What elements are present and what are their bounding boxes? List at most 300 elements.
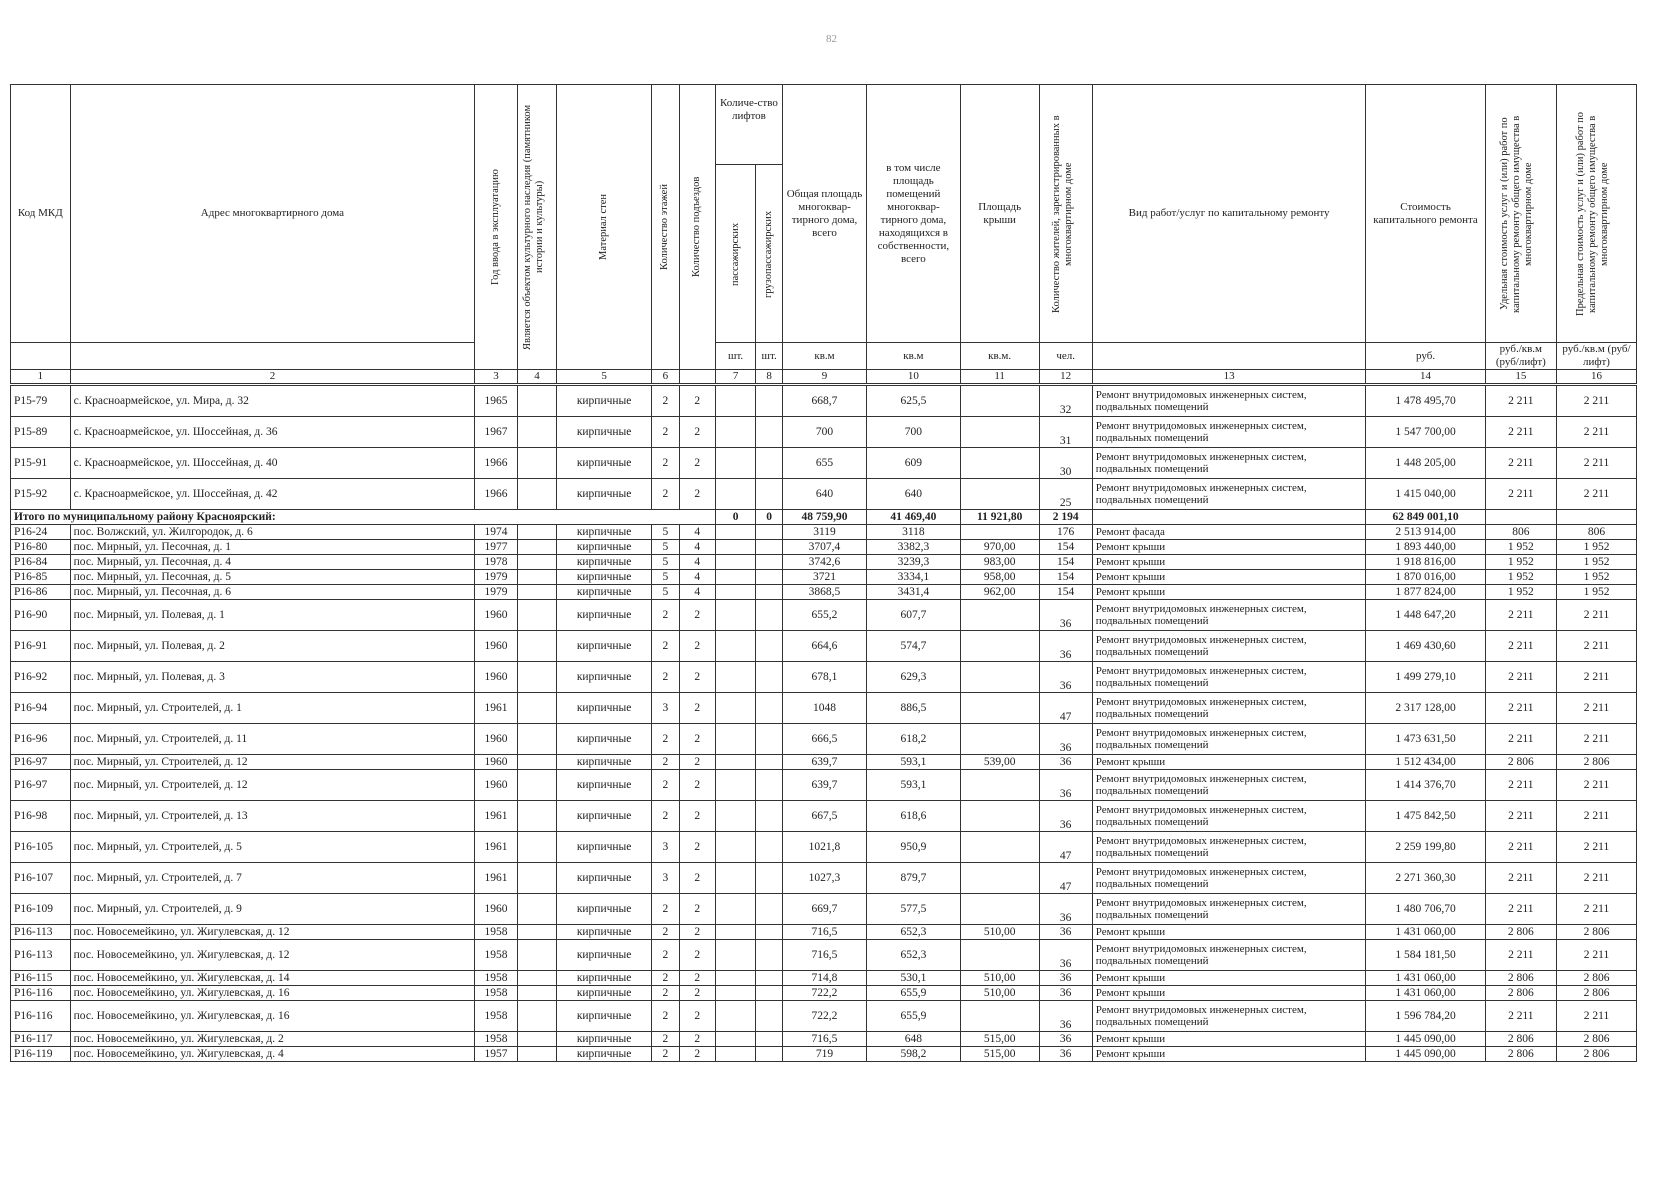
- cell-freight-lifts: [756, 417, 783, 448]
- cell-freight-lifts: [756, 540, 783, 555]
- cell-total-area: 3721: [782, 570, 866, 585]
- cell-floors: 2: [651, 600, 679, 631]
- cell-year: 1978: [475, 555, 518, 570]
- cell-max-cost: 2 211: [1557, 940, 1637, 971]
- table-row: [11, 894, 1637, 925]
- cell-max-cost: 2 806: [1557, 925, 1637, 940]
- cell-passenger-lifts: [715, 801, 755, 832]
- column-number: 6: [651, 370, 679, 385]
- cell-floors: 5: [651, 540, 679, 555]
- cell-material: кирпичные: [557, 448, 652, 479]
- cell-code: Р16-115: [11, 971, 71, 986]
- cell-total-area: 1027,3: [782, 863, 866, 894]
- cell-cost: 2 259 199,80: [1366, 832, 1485, 863]
- cell-heritage: [517, 600, 556, 631]
- cell-code: Р15-79: [11, 385, 71, 417]
- cell-roof-area: [960, 801, 1039, 832]
- cell-material: кирпичные: [557, 525, 652, 540]
- cell-code: Р16-117: [11, 1032, 71, 1047]
- cell-owned-area: 609: [867, 448, 961, 479]
- cell-cost: 1 478 495,70: [1366, 385, 1485, 417]
- cell-total-area: 3119: [782, 525, 866, 540]
- cell-entrances: 4: [679, 555, 715, 570]
- cell-heritage: [517, 986, 556, 1001]
- cell-roof-area: [960, 724, 1039, 755]
- cell-year: 1960: [475, 600, 518, 631]
- cell-material: кирпичные: [557, 662, 652, 693]
- cell-passenger-lifts: [715, 1032, 755, 1047]
- cell-work-type: Ремонт внутридомовых инженерных систем, подвальных помещений: [1092, 417, 1366, 448]
- cell-freight-lifts: [756, 631, 783, 662]
- table-row: [11, 863, 1637, 894]
- cell-floors: 2: [651, 662, 679, 693]
- cell-heritage: [517, 755, 556, 770]
- cell-entrances: 2: [679, 693, 715, 724]
- cell-freight-lifts: [756, 448, 783, 479]
- cell-roof-area: [960, 525, 1039, 540]
- cell-work-type: Ремонт крыши: [1092, 755, 1366, 770]
- cell-max-cost: 2 806: [1557, 1047, 1637, 1062]
- cell-address: пос. Мирный, ул. Строителей, д. 12: [70, 755, 475, 770]
- cell-year: 1966: [475, 479, 518, 510]
- cell-code: Р16-24: [11, 525, 71, 540]
- cell-roof-area: 958,00: [960, 570, 1039, 585]
- cell-residents: 36: [1039, 770, 1092, 801]
- cell-roof-area: [960, 832, 1039, 863]
- cell-passenger-lifts: [715, 479, 755, 510]
- cell-material: кирпичные: [557, 479, 652, 510]
- cell-roof-area: 970,00: [960, 540, 1039, 555]
- cell-entrances: 2: [679, 986, 715, 1001]
- table-row: [11, 600, 1637, 631]
- cell-freight-lifts: [756, 925, 783, 940]
- cell-work-type: Ремонт фасада: [1092, 525, 1366, 540]
- cell-work-type: Ремонт внутридомовых инженерных систем, подвальных помещений: [1092, 600, 1366, 631]
- cell-work-type: Ремонт крыши: [1092, 1032, 1366, 1047]
- cell-total-area: 716,5: [782, 1032, 866, 1047]
- cell-floors: 2: [651, 801, 679, 832]
- cell-max-cost: 2 211: [1557, 417, 1637, 448]
- cell-cost: 1 499 279,10: [1366, 662, 1485, 693]
- cell-freight-lifts: [756, 971, 783, 986]
- cell-material: кирпичные: [557, 755, 652, 770]
- cell-passenger-lifts: [715, 631, 755, 662]
- cell-heritage: [517, 417, 556, 448]
- cell-code: Р16-113: [11, 925, 71, 940]
- cell-address: пос. Мирный, ул. Строителей, д. 9: [70, 894, 475, 925]
- cell-floors: 2: [651, 986, 679, 1001]
- total-total-area: 48 759,90: [782, 510, 866, 525]
- cell-unit-cost: 2 211: [1485, 448, 1556, 479]
- cell-total-area: 3742,6: [782, 555, 866, 570]
- cell-roof-area: [960, 448, 1039, 479]
- cell-max-cost: 806: [1557, 525, 1637, 540]
- column-number: 12: [1039, 370, 1092, 385]
- cell-max-cost: 2 211: [1557, 1001, 1637, 1032]
- cell-roof-area: [960, 940, 1039, 971]
- cell-cost: 1 415 040,00: [1366, 479, 1485, 510]
- cell-entrances: 2: [679, 770, 715, 801]
- cell-work-type: Ремонт крыши: [1092, 971, 1366, 986]
- cell-passenger-lifts: [715, 863, 755, 894]
- cell-passenger-lifts: [715, 540, 755, 555]
- cell-passenger-lifts: [715, 448, 755, 479]
- cell-floors: 3: [651, 863, 679, 894]
- cell-work-type: Ремонт внутридомовых инженерных систем, подвальных помещений: [1092, 385, 1366, 417]
- cell-residents: 36: [1039, 925, 1092, 940]
- cell-address: пос. Новосемейкино, ул. Жигулевская, д. 2: [70, 1032, 475, 1047]
- cell-entrances: 2: [679, 801, 715, 832]
- cell-entrances: 2: [679, 971, 715, 986]
- cell-roof-area: 510,00: [960, 971, 1039, 986]
- cell-address: пос. Новосемейкино, ул. Жигулевская, д. 12: [70, 925, 475, 940]
- cell-passenger-lifts: [715, 693, 755, 724]
- page-number: 82: [826, 33, 837, 45]
- cell-material: кирпичные: [557, 863, 652, 894]
- cell-cost: 2 513 914,00: [1366, 525, 1485, 540]
- cell-total-area: 667,5: [782, 801, 866, 832]
- cell-heritage: [517, 448, 556, 479]
- cell-residents: 154: [1039, 585, 1092, 600]
- total-label: Итого по муниципальному району Красноярский:: [11, 510, 716, 525]
- cell-passenger-lifts: [715, 600, 755, 631]
- cell-freight-lifts: [756, 770, 783, 801]
- cell-owned-area: 652,3: [867, 925, 961, 940]
- cell-entrances: 2: [679, 600, 715, 631]
- total-freight-lifts: 0: [756, 510, 783, 525]
- cell-heritage: [517, 770, 556, 801]
- cell-owned-area: 3239,3: [867, 555, 961, 570]
- cell-freight-lifts: [756, 724, 783, 755]
- cell-residents: 176: [1039, 525, 1092, 540]
- cell-year: 1977: [475, 540, 518, 555]
- table-row: [11, 479, 1637, 510]
- cell-cost: 2 271 360,30: [1366, 863, 1485, 894]
- table-row: [11, 724, 1637, 755]
- cell-max-cost: 2 211: [1557, 662, 1637, 693]
- cell-code: Р15-91: [11, 448, 71, 479]
- cell-heritage: [517, 801, 556, 832]
- cell-residents: 25: [1039, 479, 1092, 510]
- cell-unit-cost: 2 211: [1485, 770, 1556, 801]
- cell-heritage: [517, 925, 556, 940]
- cell-freight-lifts: [756, 755, 783, 770]
- cell-max-cost: 2 211: [1557, 770, 1637, 801]
- cell-work-type: Ремонт внутридомовых инженерных систем, подвальных помещений: [1092, 770, 1366, 801]
- cell-total-area: 678,1: [782, 662, 866, 693]
- column-number: 2: [70, 370, 475, 385]
- cell-code: Р16-105: [11, 832, 71, 863]
- table-row: [11, 1001, 1637, 1032]
- cell-max-cost: 1 952: [1557, 555, 1637, 570]
- cell-floors: 2: [651, 1032, 679, 1047]
- total-owned-area: 41 469,40: [867, 510, 961, 525]
- cell-year: 1965: [475, 385, 518, 417]
- cell-material: кирпичные: [557, 770, 652, 801]
- cell-total-area: 1021,8: [782, 832, 866, 863]
- cell-total-area: 669,7: [782, 894, 866, 925]
- cell-work-type: Ремонт крыши: [1092, 986, 1366, 1001]
- column-number: 4: [517, 370, 556, 385]
- cell-code: Р16-91: [11, 631, 71, 662]
- header-max-cost: Предельная стоимость услуг и (или) работ по капитальному ремонту общего имущества в многоквартирном доме: [1574, 111, 1610, 316]
- total-cost: 62 849 001,10: [1366, 510, 1485, 525]
- column-number: 8: [756, 370, 783, 385]
- cell-total-area: 3707,4: [782, 540, 866, 555]
- cell-owned-area: 530,1: [867, 971, 961, 986]
- cell-entrances: 2: [679, 724, 715, 755]
- cell-residents: 47: [1039, 832, 1092, 863]
- cell-entrances: 4: [679, 585, 715, 600]
- cell-passenger-lifts: [715, 1001, 755, 1032]
- column-number: 13: [1092, 370, 1366, 385]
- cell-year: 1958: [475, 925, 518, 940]
- cell-unit-cost: 2 211: [1485, 662, 1556, 693]
- cell-floors: 5: [651, 525, 679, 540]
- cell-heritage: [517, 863, 556, 894]
- cell-owned-area: 3334,1: [867, 570, 961, 585]
- cell-roof-area: 515,00: [960, 1047, 1039, 1062]
- table-row: [11, 448, 1637, 479]
- cell-total-area: 655: [782, 448, 866, 479]
- cell-passenger-lifts: [715, 971, 755, 986]
- cell-freight-lifts: [756, 1001, 783, 1032]
- cell-residents: 36: [1039, 631, 1092, 662]
- table-row: [11, 693, 1637, 724]
- total-unit-cost: [1485, 510, 1556, 525]
- cell-code: Р16-96: [11, 724, 71, 755]
- cell-material: кирпичные: [557, 1047, 652, 1062]
- cell-freight-lifts: [756, 863, 783, 894]
- cell-passenger-lifts: [715, 417, 755, 448]
- cell-owned-area: 607,7: [867, 600, 961, 631]
- cell-entrances: 2: [679, 832, 715, 863]
- cell-max-cost: 1 952: [1557, 585, 1637, 600]
- cell-address: пос. Мирный, ул. Строителей, д. 12: [70, 770, 475, 801]
- cell-address: пос. Мирный, ул. Песочная, д. 4: [70, 555, 475, 570]
- table-row: [11, 971, 1637, 986]
- cell-residents: 36: [1039, 1032, 1092, 1047]
- cell-year: 1960: [475, 631, 518, 662]
- cell-floors: 2: [651, 724, 679, 755]
- cell-floors: 2: [651, 925, 679, 940]
- header-year: Год ввода в эксплуатацию: [490, 169, 502, 285]
- cell-unit-cost: 2 211: [1485, 724, 1556, 755]
- cell-unit-cost: 2 211: [1485, 385, 1556, 417]
- cell-entrances: 2: [679, 631, 715, 662]
- cell-passenger-lifts: [715, 925, 755, 940]
- cell-work-type: Ремонт внутридомовых инженерных систем, подвальных помещений: [1092, 1001, 1366, 1032]
- cell-cost: 1 480 706,70: [1366, 894, 1485, 925]
- column-number: 15: [1485, 370, 1556, 385]
- cell-material: кирпичные: [557, 540, 652, 555]
- cell-owned-area: 640: [867, 479, 961, 510]
- cell-freight-lifts: [756, 693, 783, 724]
- column-number: 7: [715, 370, 755, 385]
- cell-total-area: 640: [782, 479, 866, 510]
- cell-heritage: [517, 832, 556, 863]
- column-number: 14: [1366, 370, 1485, 385]
- cell-floors: 5: [651, 585, 679, 600]
- cell-code: Р15-89: [11, 417, 71, 448]
- cell-total-area: 664,6: [782, 631, 866, 662]
- cell-entrances: 2: [679, 1001, 715, 1032]
- cell-year: 1958: [475, 1001, 518, 1032]
- table-row: [11, 986, 1637, 1001]
- cell-year: 1960: [475, 662, 518, 693]
- cell-unit-cost: 2 211: [1485, 693, 1556, 724]
- cell-roof-area: [960, 479, 1039, 510]
- cell-owned-area: 655,9: [867, 986, 961, 1001]
- table-body: [11, 385, 1637, 1062]
- cell-roof-area: [960, 600, 1039, 631]
- cell-year: 1961: [475, 832, 518, 863]
- cell-floors: 2: [651, 631, 679, 662]
- total-passenger-lifts: 0: [715, 510, 755, 525]
- cell-roof-area: [960, 631, 1039, 662]
- header-passenger-lifts: пассажирских: [729, 221, 741, 286]
- cell-year: 1974: [475, 525, 518, 540]
- unit-unit-cost: руб./кв.м (руб/лифт): [1485, 343, 1556, 370]
- table-row: [11, 801, 1637, 832]
- cell-year: 1960: [475, 894, 518, 925]
- cell-material: кирпичные: [557, 940, 652, 971]
- cell-roof-area: 515,00: [960, 1032, 1039, 1047]
- table-row: [11, 385, 1637, 417]
- cell-residents: 31: [1039, 417, 1092, 448]
- cell-address: пос. Мирный, ул. Строителей, д. 13: [70, 801, 475, 832]
- header-entrances: Количество подъездов: [691, 176, 703, 278]
- cell-freight-lifts: [756, 662, 783, 693]
- cell-entrances: 2: [679, 1047, 715, 1062]
- cell-work-type: Ремонт крыши: [1092, 540, 1366, 555]
- cell-floors: 2: [651, 1047, 679, 1062]
- cell-code: Р16-109: [11, 894, 71, 925]
- cell-max-cost: 1 952: [1557, 540, 1637, 555]
- cell-residents: 36: [1039, 940, 1092, 971]
- cell-entrances: 2: [679, 940, 715, 971]
- cell-work-type: Ремонт внутридомовых инженерных систем, подвальных помещений: [1092, 801, 1366, 832]
- cell-roof-area: [960, 417, 1039, 448]
- cell-total-area: 719: [782, 1047, 866, 1062]
- cell-max-cost: 2 211: [1557, 801, 1637, 832]
- table-row: [11, 525, 1637, 540]
- table-row: [11, 755, 1637, 770]
- cell-roof-area: [960, 1001, 1039, 1032]
- cell-owned-area: 950,9: [867, 832, 961, 863]
- cell-max-cost: 2 211: [1557, 479, 1637, 510]
- cell-address: пос. Мирный, ул. Песочная, д. 1: [70, 540, 475, 555]
- cell-unit-cost: 2 211: [1485, 894, 1556, 925]
- cell-unit-cost: 2 806: [1485, 1032, 1556, 1047]
- cell-year: 1966: [475, 448, 518, 479]
- cell-address: пос. Новосемейкино, ул. Жигулевская, д. 16: [70, 986, 475, 1001]
- cell-owned-area: 574,7: [867, 631, 961, 662]
- cell-freight-lifts: [756, 479, 783, 510]
- column-number: 9: [782, 370, 866, 385]
- cell-owned-area: 648: [867, 1032, 961, 1047]
- cell-heritage: [517, 1032, 556, 1047]
- cell-address: пос. Волжский, ул. Жилгородок, д. 6: [70, 525, 475, 540]
- cell-floors: 2: [651, 417, 679, 448]
- cell-entrances: 4: [679, 570, 715, 585]
- cell-cost: 1 448 205,00: [1366, 448, 1485, 479]
- cell-residents: 154: [1039, 555, 1092, 570]
- cell-year: 1967: [475, 417, 518, 448]
- cell-passenger-lifts: [715, 385, 755, 417]
- cell-freight-lifts: [756, 832, 783, 863]
- cell-residents: 32: [1039, 385, 1092, 417]
- cell-max-cost: 2 806: [1557, 755, 1637, 770]
- cell-heritage: [517, 525, 556, 540]
- column-number: 11: [960, 370, 1039, 385]
- cell-heritage: [517, 693, 556, 724]
- cell-roof-area: [960, 385, 1039, 417]
- cell-floors: 5: [651, 555, 679, 570]
- cell-address: с. Красноармейское, ул. Мира, д. 32: [70, 385, 475, 417]
- cell-code: Р16-97: [11, 755, 71, 770]
- cell-material: кирпичные: [557, 894, 652, 925]
- cell-roof-area: 539,00: [960, 755, 1039, 770]
- cell-unit-cost: 1 952: [1485, 555, 1556, 570]
- cell-residents: 36: [1039, 662, 1092, 693]
- cell-max-cost: 2 806: [1557, 986, 1637, 1001]
- cell-max-cost: 2 211: [1557, 448, 1637, 479]
- cell-address: пос. Мирный, ул. Полевая, д. 1: [70, 600, 475, 631]
- cell-residents: 154: [1039, 570, 1092, 585]
- cell-cost: 1 475 842,50: [1366, 801, 1485, 832]
- cell-address: пос. Мирный, ул. Полевая, д. 3: [70, 662, 475, 693]
- cell-freight-lifts: [756, 585, 783, 600]
- cell-owned-area: 655,9: [867, 1001, 961, 1032]
- cell-max-cost: 2 211: [1557, 832, 1637, 863]
- cell-residents: 36: [1039, 986, 1092, 1001]
- cell-address: пос. Новосемейкино, ул. Жигулевская, д. 16: [70, 1001, 475, 1032]
- cell-cost: 1 414 376,70: [1366, 770, 1485, 801]
- cell-max-cost: 2 211: [1557, 631, 1637, 662]
- cell-max-cost: 2 211: [1557, 385, 1637, 417]
- cell-heritage: [517, 1001, 556, 1032]
- cell-material: кирпичные: [557, 555, 652, 570]
- cell-owned-area: 886,5: [867, 693, 961, 724]
- cell-heritage: [517, 570, 556, 585]
- cell-unit-cost: 1 952: [1485, 540, 1556, 555]
- header-residents: Количество жителей, зарегистрированных в многоквартирном доме: [1050, 114, 1074, 313]
- cell-roof-area: 983,00: [960, 555, 1039, 570]
- cell-address: пос. Мирный, ул. Строителей, д. 1: [70, 693, 475, 724]
- cell-code: Р16-113: [11, 940, 71, 971]
- cell-work-type: Ремонт внутридомовых инженерных систем, подвальных помещений: [1092, 479, 1366, 510]
- cell-year: 1961: [475, 693, 518, 724]
- cell-residents: 36: [1039, 724, 1092, 755]
- cell-entrances: 2: [679, 925, 715, 940]
- unit-roof-area: кв.м.: [960, 343, 1039, 370]
- cell-owned-area: 3431,4: [867, 585, 961, 600]
- cell-address: пос. Мирный, ул. Полевая, д. 2: [70, 631, 475, 662]
- cell-address: пос. Новосемейкино, ул. Жигулевская, д. 14: [70, 971, 475, 986]
- cell-heritage: [517, 662, 556, 693]
- cell-floors: 2: [651, 940, 679, 971]
- total-work-type: [1092, 510, 1366, 525]
- cell-roof-area: [960, 662, 1039, 693]
- cell-material: кирпичные: [557, 724, 652, 755]
- cell-code: Р16-98: [11, 801, 71, 832]
- cell-year: 1961: [475, 863, 518, 894]
- cell-work-type: Ремонт внутридомовых инженерных систем, подвальных помещений: [1092, 940, 1366, 971]
- table-row: [11, 417, 1637, 448]
- cell-year: 1958: [475, 940, 518, 971]
- total-max-cost: [1557, 510, 1637, 525]
